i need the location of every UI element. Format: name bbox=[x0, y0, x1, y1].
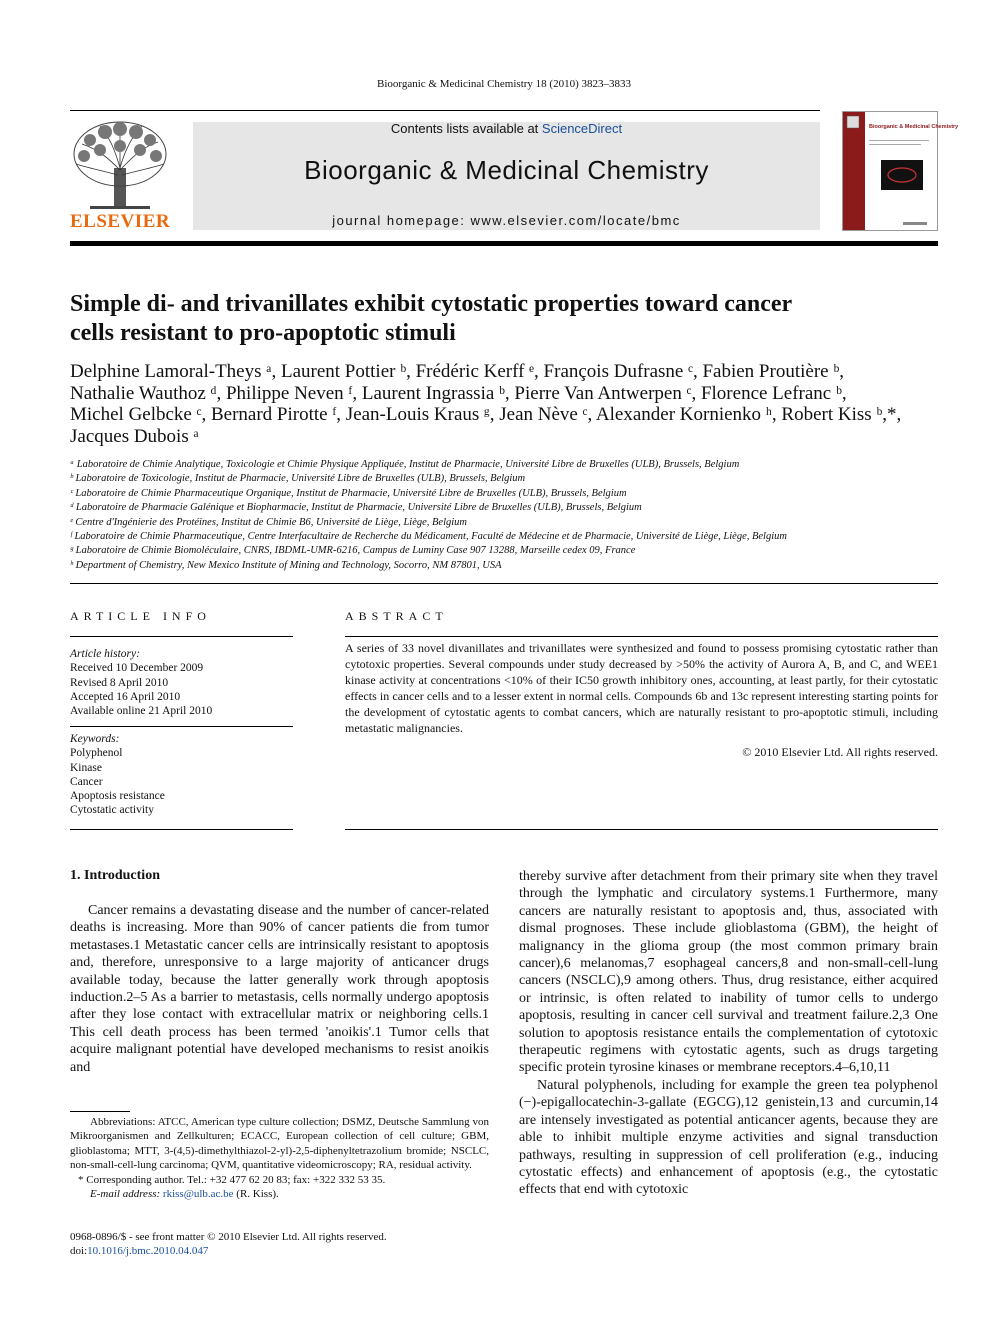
keywords-list: Keywords: Polyphenol Kinase Cancer Apoptosis resistance Cytostatic activity bbox=[70, 732, 293, 818]
affiliation: ᵈ Laboratoire de Pharmacie Galénique et Biopharmacie, Institut de Pharmacie, Université Libre de Bruxelles (ULB), Brussels, Belgium bbox=[70, 502, 642, 514]
email-link[interactable]: rkiss@ulb.ac.be bbox=[162, 1188, 234, 1201]
keyword: Cancer bbox=[70, 775, 103, 788]
intro-right-column bbox=[519, 868, 938, 1199]
keyword: Kinase bbox=[70, 761, 102, 774]
doi-link[interactable]: 10.1016/j.bmc.2010.04.047 bbox=[87, 1245, 209, 1258]
paragraph: thereby survive after detachment from their primary site when they travel through the lymphatic and circulatory systems.1 Furthermore, many cancers are naturally resistant to apoptosis and, thus, associated with dismal prognoses. These include glioblastoma (GBM), the height of malignancy in the glioma group (the most common primary brain cancer),6 melanomas,7 esophageal cancers,8 and non-small-cell-lung cancers (NSCLC),9 among others. Thus, drug resistance, either acquired or intrinsic, is often related to inability of tumor cells to undergo apoptosis, resulting in cancer cell survival and treatment failure.2,3 One solution to apoptosis resistance entails the complementation of cytotoxic therapeutic regimens with cytostatic agents, such as drugs targeting specific protein tyrosine kinases or membrane receptors.4–6,10,11 bbox=[519, 869, 938, 1076]
affiliation: ᵇ Laboratoire de Toxicologie, Institut de Pharmacie, Université Libre de Bruxelles (ULB), Brussels, Belgium bbox=[70, 473, 526, 485]
header-rule bbox=[70, 110, 820, 111]
author-line: Michel Gelbcke ᶜ, Bernard Pirotte ᶠ, Jean-Louis Kraus ᵍ, Jean Nève ᶜ, Alexander Kornienko ʰ, Robert Kiss ᵇ,*, bbox=[70, 404, 902, 425]
cover-title: Bioorganic & Medicinal Chemistry bbox=[869, 124, 959, 130]
author-list bbox=[70, 361, 940, 447]
abstract-body bbox=[345, 640, 938, 760]
header-thick-rule bbox=[70, 241, 938, 246]
issn-line: 0968-0896/$ - see front matter © 2010 Elsevier Ltd. All rights reserved. bbox=[70, 1231, 387, 1243]
keyword: Cytostatic activity bbox=[70, 804, 154, 817]
journal-cover bbox=[842, 111, 959, 231]
keywords-rule bbox=[70, 726, 293, 727]
copyright: © 2010 Elsevier Ltd. All rights reserved. bbox=[742, 745, 938, 759]
elsevier-wordmark: ELSEVIER bbox=[70, 211, 171, 232]
article-info-heading: ARTICLE INFO bbox=[70, 609, 211, 623]
abstract-text: A series of 33 novel divanillates and trivanillates were synthesized and found to possess promising cytostatic rather than cytotoxic properties. Several compounds under study decreased by >50% the activity of Aurora A, B, and C, and WEE1 kinase activity at concentrations <10% of their IC50 growth inhibitory ones, accounting, at least partly, for their cytostatic effects in cancer cells and to a lesser extent in normal cells. Compounds 6b and 13c represent interesting starting points for the development of cytostatic agents to combat cancers, which are naturally resistant to pro-apoptotic stimuli, including metastatic malignancies. bbox=[345, 641, 938, 735]
sciencedirect-link[interactable]: ScienceDirect bbox=[541, 121, 623, 136]
abstract-heading: ABSTRACT bbox=[345, 609, 448, 623]
affiliation: ʰ Department of Chemistry, New Mexico Institute of Mining and Technology, Socorro, NM 87801, USA bbox=[70, 559, 502, 571]
journal-title: Bioorganic & Medicinal Chemistry bbox=[304, 155, 709, 185]
affiliation: ᶜ Laboratoire de Chimie Pharmaceutique Organique, Institut de Pharmacie, Université Libre de Bruxelles (ULB), Brussels, Belgium bbox=[70, 487, 627, 499]
journal-citation: Bioorganic & Medicinal Chemistry 18 (2010) 3823–3833 bbox=[377, 78, 631, 90]
keyword: Polyphenol bbox=[70, 747, 123, 760]
affiliation: ᵍ Laboratoire de Chimie Biomoléculaire, CNRS, IBDML-UMR-6216, Campus de Luminy Case 907 13288, Marseille cedex 09, France bbox=[70, 545, 636, 557]
section-heading: 1. Introduction bbox=[70, 868, 160, 883]
affiliation-list bbox=[70, 458, 950, 573]
issn-doi: 0968-0896/$ - see front matter © 2010 Elsevier Ltd. All rights reserved. doi:10.1016/j.bmc.2010.04.047 bbox=[70, 1230, 570, 1259]
affiliation: ᶠ Laboratoire de Chimie Pharmaceutique, Centre Interfacultaire de Recherche du Médicament, Faculté de Médecine et de Pharmacie, Université de Liège, Liège, Belgium bbox=[70, 531, 787, 543]
intro-left-column bbox=[70, 902, 489, 1076]
footnote-rule bbox=[70, 1111, 130, 1112]
contents-line: Contents lists available at ScienceDirect bbox=[390, 121, 623, 136]
author-line: Nathalie Wauthoz ᵈ, Philippe Neven ᶠ, Laurent Ingrassia ᵇ, Pierre Van Antwerpen ᶜ, Florence Lefranc ᵇ, bbox=[70, 382, 847, 404]
info-bottom-rule bbox=[70, 829, 293, 830]
article-history: Article history: Received 10 December 2009 Revised 8 April 2010 Accepted 16 April 2010 Available online 21 April 2010 bbox=[70, 648, 213, 718]
affiliation: ᵉ Centre d'Ingénierie des Protéines, Institut de Chimie B6, Université de Liège, Liège, Belgium bbox=[70, 516, 468, 528]
paragraph: Natural polyphenols, including for example the green tea polyphenol (−)-epigallocatechin-3-gallate (EGCG),12 genistein,13 and curcumin,14 are intensely investigated as potential anticancer agents, because they are able to inhibit multiple enzyme activities and signal transduction pathways, resulting in suppression of cell proliferation (e.g., inducing cytostatic effects) and enhancement of apoptosis (e.g., the cytostatic effects that end with cytotoxic bbox=[519, 1077, 938, 1198]
journal-homepage[interactable]: journal homepage: www.elsevier.com/locate/bmc bbox=[332, 213, 681, 228]
abstract-rule bbox=[345, 636, 938, 637]
author-line: Delphine Lamoral-Theys ᵃ, Laurent Pottier ᵇ, Frédéric Kerff ᵉ, François Dufrasne ᶜ, Fabien Proutière ᵇ, bbox=[70, 361, 844, 382]
corresponding-author-note: * Corresponding author. Tel.: +32 477 62 20 83; fax: +322 332 53 35. bbox=[78, 1173, 386, 1186]
affiliation-rule bbox=[70, 583, 938, 584]
article-title: Simple di- and trivanillates exhibit cytostatic properties toward cancer cells resistant to pro-apoptotic stimuli bbox=[70, 291, 793, 346]
abstract-bottom-rule bbox=[345, 829, 938, 830]
footnotes: Abbreviations: ATCC, American type culture collection; DSMZ, Deutsche Sammlung von Mikroorganismen and Zellkulturen; ECACC, European collection of cell culture; GBM, glioblastoma; MTT, 3-(4,5)-dimethylthiazol-2-yl)-2,5-diphenyltetrazolium bromide; NSCLC, non-small-cell-lung carcinoma; QVM, quantitative videomicroscopy; RA, residual activity. * Corresponding author. Tel.: +32 477 62 20 83; fax: +322 332 53 35. E-mail address: rkiss@ulb.ac.be (R. Kiss). bbox=[70, 1116, 489, 1201]
affiliation: ᵃ Laboratoire de Chimie Analytique, Toxicologie et Chimie Physique Appliquée, Institut de Pharmacie, Université Libre de Bruxelles (ULB), Brussels, Belgium bbox=[70, 459, 740, 470]
author-line: Jacques Dubois ᵃ bbox=[70, 425, 199, 447]
keyword: Apoptosis resistance bbox=[70, 790, 165, 803]
info-rule bbox=[70, 636, 293, 637]
paragraph: Cancer remains a devastating disease and the number of cancer-related deaths is increasing. More than 90% of cancer patients die from tumor metastases.1 Metastatic cancer cells are intrinsically resistant to apoptosis and, therefore, unresponsive to a large majority of anticancer drugs available today, because the latter generally work through apoptosis induction.2–5 As a barrier to metastasis, cells normally undergo apoptosis after they lose contact with extracellular matrix or neighboring cells.1 This cell death process has been termed 'anoikis'.1 Tumor cells that acquire malignant potential have developed mechanisms to resist anoikis and bbox=[70, 903, 489, 1075]
abbreviations-note: Abbreviations: ATCC, American type culture collection; DSMZ, Deutsche Sammlung von Mikroorganismen and Zellkulturen; ECACC, European collection of cell culture; GBM, glioblastoma; MTT, 3-(4,5)-dimethylthiazol-2-yl)-2,5-diphenyltetrazolium bromide; NSCLC, non-small-cell-lung carcinoma; QVM, quantitative videomicroscopy; RA, residual activity. bbox=[70, 1116, 489, 1172]
